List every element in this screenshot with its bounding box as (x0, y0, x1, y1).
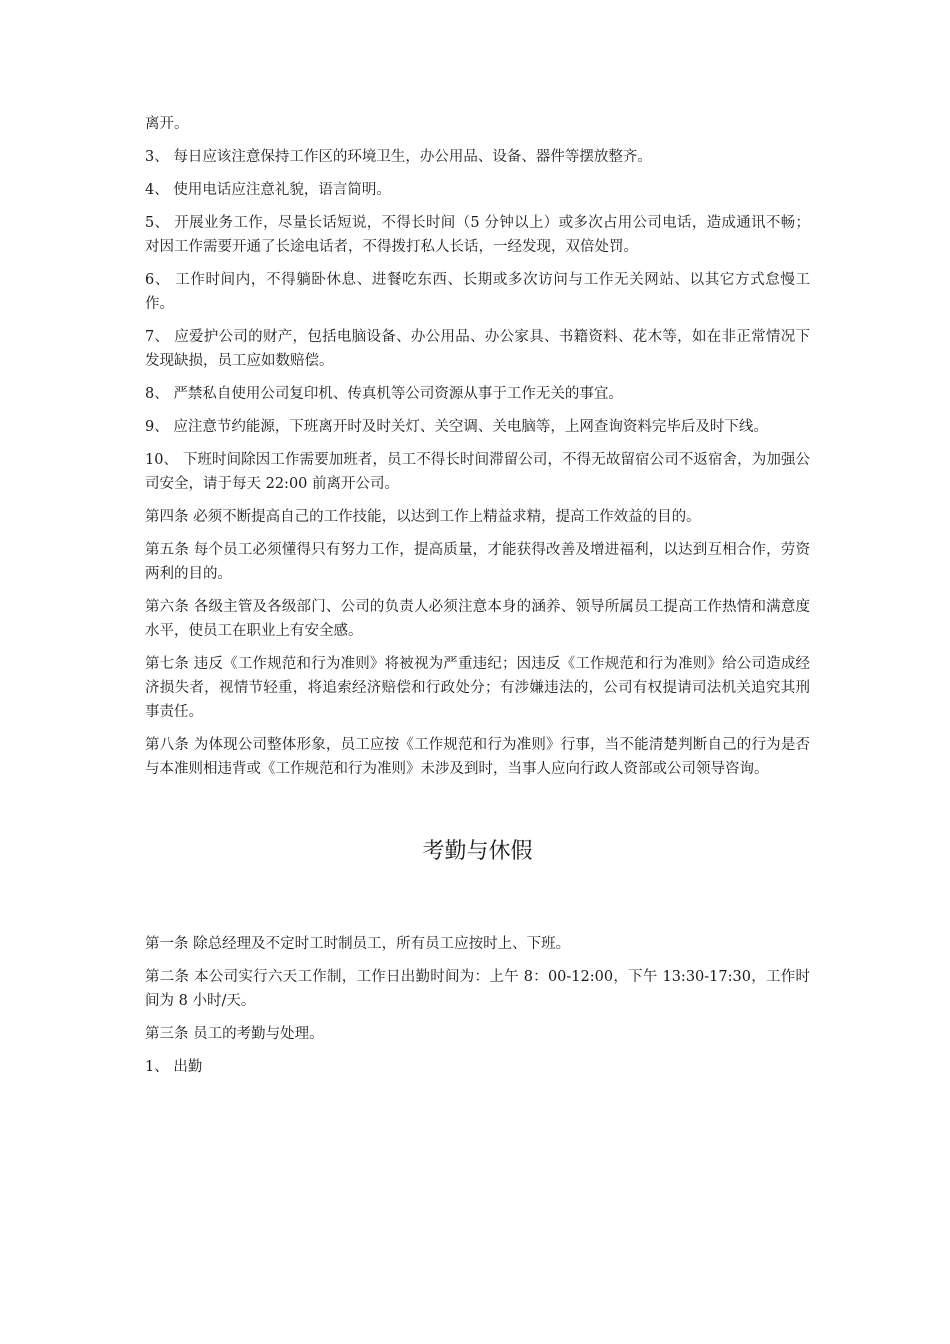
paragraph: 离开。 (145, 116, 189, 132)
paragraph: 3、 每日应该注意保持工作区的环境卫生，办公用品、设备、器件等摆放整齐。 (145, 149, 652, 165)
attendance-section (145, 932, 810, 1079)
paragraph: 第一条 除总经理及不定时工时制员工，所有员工应按时上、下班。 (145, 936, 571, 952)
paragraph: 第七条 违反《工作规范和行为准则》将被视为严重违纪；因违反《工作规范和行为准则》给公司造成经济损失者，视情节轻重，将追索经济赔偿和行政处分；有涉嫌违法的，公司有权提请司法机关追究其刑事责任。 (145, 656, 810, 720)
paragraph: 第八条 为体现公司整体形象，员工应按《工作规范和行为准则》行事，当不能清楚判断自己的行为是否与本准则相违背或《工作规范和行为准则》未涉及到时，当事人应向行政人资部或公司领导咨询。 (145, 737, 810, 777)
paragraph: 9、 应注意节约能源，下班离开时及时关灯、关空调、关电脑等，上网查询资料完毕后及时下线。 (145, 419, 768, 435)
paragraph: 第六条 各级主管及各级部门、公司的负责人必须注意本身的涵养、领导所属员工提高工作热情和满意度水平，使员工在职业上有安全感。 (145, 599, 810, 639)
paragraph: 6、 工作时间内，不得躺卧休息、进餐吃东西、长期或多次访问与工作无关网站、以其它方式怠慢工作。 (145, 272, 810, 312)
paragraph: 8、 严禁私自使用公司复印机、传真机等公司资源从事于工作无关的事宜。 (145, 386, 623, 402)
document-page (145, 112, 810, 1088)
section-heading: 考勤与休假 (422, 839, 533, 864)
paragraph: 10、 下班时间除因工作需要加班者，员工不得长时间滞留公司，不得无故留宿公司不返宿舍，为加强公司安全，请于每天 22:00 前离开公司。 (145, 452, 810, 492)
rules-continued (145, 112, 810, 781)
paragraph: 5、 开展业务工作，尽量长话短说，不得长时间（5 分钟以上）或多次占用公司电话，造成通讯不畅；对因工作需要开通了长途电话者，不得拨打私人长话，一经发现，双倍处罚。 (145, 215, 810, 255)
paragraph: 第五条 每个员工必须懂得只有努力工作，提高质量，才能获得改善及增进福利，以达到互相合作，劳资两利的目的。 (145, 542, 810, 582)
paragraph: 7、 应爱护公司的财产，包括电脑设备、办公用品、办公家具、书籍资料、花木等，如在非正常情况下发现缺损，员工应如数赔偿。 (145, 329, 810, 369)
paragraph: 第二条 本公司实行六天工作制，工作日出勤时间为：上午 8：00-12:00，下午 13:30-17:30，工作时间为 8 小时/天。 (145, 969, 810, 1009)
paragraph: 第四条 必须不断提高自己的工作技能，以达到工作上精益求精，提高工作效益的目的。 (145, 509, 701, 525)
paragraph: 第三条 员工的考勤与处理。 (145, 1026, 324, 1042)
paragraph: 4、 使用电话应注意礼貌，语言简明。 (145, 182, 391, 198)
paragraph: 1、 出勤 (145, 1059, 203, 1075)
